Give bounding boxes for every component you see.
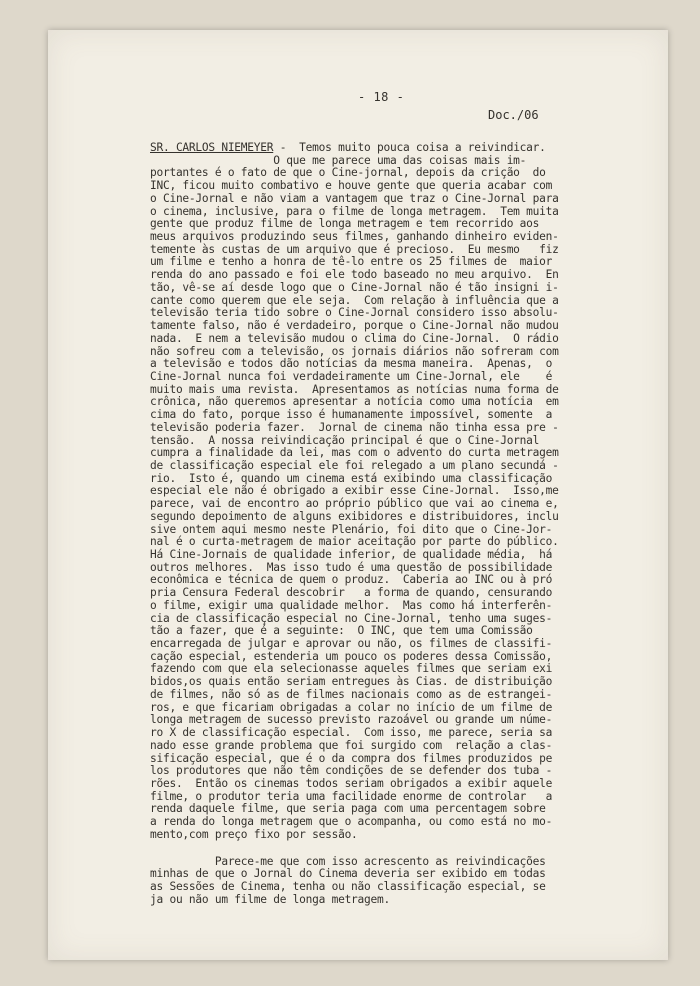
text-line-content: cação especial, estenderia um pouco os poderes dessa Comissão, <box>150 649 553 663</box>
text-line <box>150 829 660 842</box>
text-line-content: de classificação especial ele foi relegado a um plano secundá - <box>150 458 559 472</box>
text-line-content: rões. Então os cinemas todos seriam obrigados a exibir aquele <box>150 776 553 790</box>
paragraph-2 <box>150 856 660 907</box>
text-line-content: nal é o curta-metragem de maior aceitação por parte do público. <box>150 535 559 549</box>
text-line-content: INC, ficou muito combativo e houve gente que queria acabar com <box>150 179 553 193</box>
text-line-content: muito mais uma revista. Apresentamos as notícias numa forma de <box>150 382 559 396</box>
text-line-content: tão, vê-se aí desde logo que o Cine-Jornal não é tão insigni i- <box>150 280 559 294</box>
text-line-content: renda do ano passado e foi ele todo baseado no meu arquivo. En <box>150 268 559 282</box>
text-line-content: o Cine-Jornal e não viam a vantagem que traz o Cine-Jornal para <box>150 191 559 205</box>
text-line-content: Cine-Jornal nunca foi verdadeiramente um Cine-Jornal, ele é <box>150 369 553 383</box>
text-line-content: Há Cine-Jornais de qualidade inferior, de qualidade média, há <box>150 548 553 561</box>
text-line-content: rio. Isto é, quando um cinema está exibindo uma classificação <box>150 471 553 485</box>
page-number: - 18 - <box>358 90 405 104</box>
text-line-content: crônica, não queremos apresentar a notícia como uma notícia em <box>150 395 559 409</box>
text-line-content: ros, e que ficariam obrigadas a colar no início de um filme de <box>150 700 553 714</box>
text-line-content: outros melhores. Mas isso tudo é uma questão de possibilidade <box>150 560 553 574</box>
text-line-content: minhas de que o Jornal do Cinema deveria ser exibido em todas <box>150 867 546 881</box>
text-line-content: mento,com preço fixo por sessão. <box>150 827 358 841</box>
text-line-content: O que me parece uma das coisas mais im- <box>150 153 527 167</box>
text-line-content: não sofreu com a televisão, os jornais diários não sofreram com <box>150 344 559 358</box>
text-line-content: a renda do longa metragem que o acompanha, ou como está no mo- <box>150 815 553 829</box>
text-line-content: o filme, exigir uma qualidade melhor. Mas como há interferên- <box>150 598 553 612</box>
speaker-name: SR. CARLOS NIEMEYER <box>150 141 274 154</box>
text-line-content: encarregada de julgar e aprovar ou não, os filmes de classifi- <box>150 637 553 651</box>
document-page <box>48 30 668 960</box>
text-line-content: televisão poderia fazer. Jornal de cinema não tinha essa pre - <box>150 420 559 434</box>
text-line-content: gente que produz filme de longa metragem e tem recorrido aos <box>150 217 540 231</box>
text-line-content: cante como querem que ele seja. Com relação à influência que a <box>150 293 559 307</box>
text-line-content: parece, vai de encontro ao próprio público que vai ao cinema e, <box>150 497 559 511</box>
text-line-content: nado esse grande problema que foi surgido com relação a clas- <box>150 738 553 752</box>
text-line-content: nada. E nem a televisão mudou o clima do Cine-Jornal. O rádio <box>150 331 559 345</box>
text-line-content: o cinema, inclusive, para o filme de longa metragem. Tem muita <box>150 204 559 218</box>
document-reference: Doc./06 <box>488 108 539 122</box>
text-line-content: pria Censura Federal descobrir a forma de quando, censurando <box>150 586 553 600</box>
text-line <box>150 894 660 907</box>
text-line-content: cumpra a finalidade da lei, mas com o advento do curta metragem <box>150 446 559 460</box>
text-line-content: ro X de classificação especial. Com isso, me parece, seria sa <box>150 726 553 740</box>
text-line-content: tão a fazer, que é a seguinte: O INC, que tem uma Comissão <box>150 624 533 638</box>
text-line-content: um filme e tenho a honra de tê-lo entre os 25 filmes de maior <box>150 255 553 269</box>
text-line-content: longa metragem de sucesso previsto razoável ou grande um núme- <box>150 713 553 727</box>
text-line-content: tensão. A nossa reivindicação principal é que o Cine-Jornal <box>150 433 540 447</box>
text-line-content: renda daquele filme, que seria paga com uma percentagem sobre <box>150 802 546 816</box>
text-line-content: meus arquivos produzindo seus filmes, ganhando dinheiro eviden- <box>150 230 559 244</box>
text-line-content: - Temos muito pouca coisa a reivindicar. <box>273 141 546 154</box>
text-line-content: especial ele não é obrigado a exibir esse Cine-Jornal. Isso,me <box>150 484 559 498</box>
text-line-content: as Sessões de Cinema, tenha ou não classificação especial, se <box>150 879 546 893</box>
text-line-content: bidos,os quais então seriam entregues às Cias. de distribuição <box>150 675 553 689</box>
text-line-content: filme, o produtor teria uma facilidade enorme de controlar a <box>150 789 553 803</box>
text-line-content: de filmes, não só as de filmes nacionais como as de estrangei- <box>150 687 553 701</box>
text-line-content: a televisão e todos dão notícias da mesma maneira. Apenas, o <box>150 357 553 371</box>
text-line-content: ja ou não um filme de longa metragem. <box>150 892 390 906</box>
text-line-content: econômica e técnica de quem o produz. Caberia ao INC ou à pró <box>150 573 553 587</box>
text-line-content: fazendo com que ela selecionasse aqueles filmes que seriam exi <box>150 662 553 676</box>
text-line-content: cia de classificação especial no Cine-Jornal, tenho uma suges- <box>150 611 553 625</box>
text-line-content: Parece-me que com isso acrescento as reivindicações <box>150 854 546 868</box>
transcript-body <box>150 142 660 906</box>
text-line-content: temente às custas de um arquivo que é precioso. Eu mesmo fiz <box>150 242 559 256</box>
text-line-content: sificação especial, que é o da compra dos filmes produzidos pe <box>150 751 553 765</box>
text-line-content: portantes é o fato de que o Cine-jornal, depois da crição do <box>150 166 546 180</box>
text-line-content: segundo depoimento de alguns exibidores e distribuidores, inclu <box>150 509 559 523</box>
paragraph-1 <box>150 142 660 842</box>
text-line-content: tamente falso, não é verdadeiro, porque o Cine-Jornal não mudou <box>150 319 559 333</box>
text-line-content: los produtores que não têm condições de se defender dos tuba - <box>150 764 553 778</box>
text-line-content: cima do fato, porque isso é humanamente impossível, somente a <box>150 408 553 422</box>
text-line-content: sive ontem aqui mesmo neste Plenário, foi dito que o Cine-Jor- <box>150 522 553 536</box>
text-line-content: televisão teria tido sobre o Cine-Jornal considero isso absolu- <box>150 306 559 320</box>
